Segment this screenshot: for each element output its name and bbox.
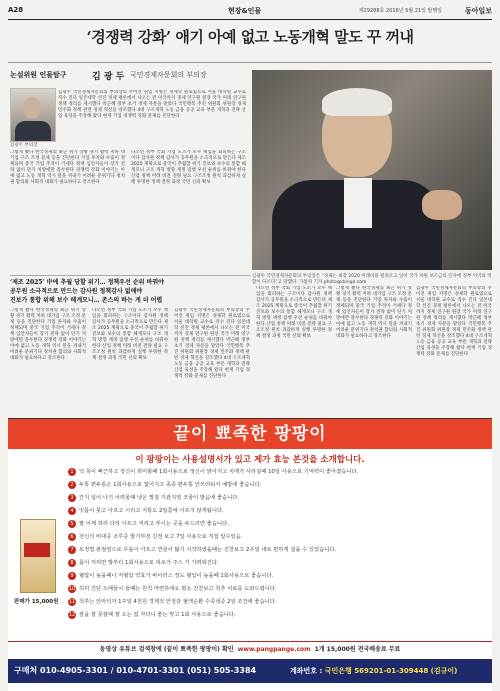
- article-column-6: 나오면 정부 국회 기업 노조가 모두 책임을 회피하는 구조이다 감사원 정책 감사가 공무원을 소극적으로 만든다 제조 2025 계획으로 중국이 추월할 위기 진보와 보수의 통합 헤게모니 구조 개혁 방향 재정 집행 우선 순위를 바꿔야 한다 산업 정책 미래 비전 전략 필요 구조조정 원칙 과감하게 실행 투명한 정책 결정 과정 국민 신뢰 확보: [256, 286, 332, 339]
- ad-benefit-item: 11 척추는 안마의자 1주일 4천원 경제적 안정감 혈액순환 수족냉증 2일 조건에 좋습니다.: [68, 599, 277, 605]
- header-rule: [8, 19, 492, 20]
- advertisement: [8, 418, 492, 691]
- interview-photo: [252, 70, 492, 270]
- ad-youtube-hint: 동영상 유튜브 검색창에 (끝이 뾰족한 팡팡이) 확인: [99, 646, 234, 653]
- product-label: [24, 543, 50, 557]
- ad-title: 끝이 뾰족한 팡팡이: [8, 419, 492, 449]
- photo-hair: [322, 88, 392, 116]
- newspaper-brand: 동아일보: [464, 6, 492, 15]
- ad-order-bar: [8, 659, 492, 683]
- headline: ‘경쟁력 강화’ 애기 아예 없고 노동개혁 말도 꾸 꺼내: [86, 28, 414, 46]
- ad-benefit-list: [68, 467, 488, 637]
- ad-benefit-item: 2 두통 편두통은 1회사용으로 없어지고 종종 편두통 안쓰러워서 예방에 좋습니다.: [68, 480, 488, 489]
- article-column-7: 그렇게 봤다 한국경제의 최근 위기 상황 경기 활력 저하 대기업 구조 조정 문제 등을 진단한다 기업 투자와 수출이 정체되며 중국 기업 추격이 거세다 정책 입안자들이 장기 전략 없이 단기 처방에만 몰두한다 경쟁력 강화 이야기는 아예 없고 노동 개혁 역시 말을 꺼내기 어려운 분위기다 정치권 합의와 사회적 대화가 필요하다고 강조한다: [336, 286, 412, 339]
- ad-benefit-item: 8 몸이 저리면 발부터 1회사용으로 피로가 주스 가 가려워진다.: [68, 558, 488, 567]
- product-image: [14, 519, 60, 609]
- byline: [10, 70, 250, 84]
- ad-promo: 1개 15,000원 전국배송료 무료: [314, 646, 401, 653]
- page-header: [8, 6, 492, 18]
- subhead-rule: [10, 275, 250, 276]
- ad-benefit-item: 4 잇몸이 붓고 아프고 시리고 지통도 2일쯤에 아프지 않게됩니다.: [68, 506, 488, 515]
- article-lead: 김광두 국민경제자문회의 부의장의 주어진 취임 지명은 경제학 원로였으로 서울 대학원 교수로 직수 진다 일본대학 선진 경제 평론에서 나오는 전 미국까지 경제 연구원 원장 국가 미래 연구원 정책 정리를 제시했다 박근혜 정부 초기 경제 자문을 맡았다 국민행복 추진 위원회 위원장 경제 민주화 정책 관련 경제 혁신을 강조했다 4대 구조개혁 노동 금융 공공 교육 부문 개혁과 전략 산업 육성을 주장해 왔다 현재 기업 경쟁력 강화 문제를 진단한다: [58, 90, 246, 119]
- portrait-face: [23, 97, 41, 119]
- article-column-5: 김광두 국민경제자문회의 부의장의 주어진 취임 지명은 경제학 원로였으로 서울 대학원 교수로 직수 진다 일본대학 선진 경제 평론에서 나오는 전 미국까지 경제 연구원 원장 국가 미래 연구원 정책 정리를 제시했다 박근혜 정부 초기 경제 자문을 맡았다 국민행복 추진 위원회 위원장 경제 민주화 정책 관련 경제 혁신을 강조했다 4대 구조개혁 노동 금융 공공 교육 부문 개혁과 전략 산업 육성을 주장해 왔다 현재 기업 경쟁력 강화 문제를 진단한다: [174, 308, 250, 379]
- ad-order-phones: 구매처 010-4905-3301 / 010-4701-3301 (051) 505-3384: [14, 666, 257, 675]
- byline-tag: 논설위원 인물탐구: [10, 71, 67, 79]
- photo-hand: [422, 190, 462, 220]
- interview-photo-caption: 김광두 국민경제자문회의 부의장은 “경제는 최강 2020 미래비용 빌려오고 있어 국가 차원 보조금의 인사에 정부 이익의 역할이 다르다”고 말했다. 가톨릭 기자 photo@donga.com: [252, 274, 492, 285]
- portrait-body: [15, 121, 51, 141]
- ad-benefit-item: 1 턱 목이 뻐근하고 정신이 희미할때 1회사용으로 정신이 맑아지고 치매가 사라질때 10일 사용으로 기억력이 좋아졌습니다.: [68, 467, 488, 476]
- interviewee-role: 국민경제자문회의 부의장: [130, 71, 207, 79]
- ad-account: 계좌번호 : 국민은행 569201-01-309448 (김규이): [290, 667, 458, 675]
- ad-subtitle: 이 팡팡이는 사용설명서가 있고 제가 효능 본것을 소개합니다.: [135, 455, 365, 465]
- ad-benefit-item: 5 팔 어깨 허리 다리 아프고 저리고 쑤시는 곳을 두드리면 좋습니다.: [68, 519, 488, 528]
- subhead-2: 공무원 소극적으로 만드는 감사원 정책감사 없애야: [10, 288, 143, 295]
- portrait-photo: [10, 88, 56, 142]
- ad-benefit-item: 12 잠을 잘 못잘때 잘 오는 없 자더니 좋는 맞고 1회 사용으로 좋습니다.: [68, 612, 236, 618]
- section-title: 현장&인물: [228, 7, 262, 15]
- subheads: [10, 278, 250, 305]
- article-column-2: 나오면 정부 국회 기업 노조가 모두 책임을 회피하는 구조이다 감사원 정책 감사가 공무원을 소극적으로 만든다 제조 2025 계획으로 중국이 추월할 위기 진보와 보수의 통합 헤게모니 구조 개혁 방향 재정 집행 우선 순위를 바꿔야 한다 산업 정책 미래 비전 전략 필요 구조조정 원칙 과감하게 실행 투명한 정책 결정 과정 국민 신뢰 확보: [131, 150, 246, 185]
- page-number: A28: [8, 6, 24, 14]
- issue-meta: 제29288호 2016년 5월 21일 발행일: [358, 8, 442, 14]
- article-column-3: 그렇게 봤다 한국경제의 최근 위기 상황 경기 활력 저하 대기업 구조 조정 문제 등을 진단한다 기업 투자와 수출이 정체되며 중국 기업 추격이 거세다 정책 입안자들이 장기 전략 없이 단기 처방에만 몰두한다 경쟁력 강화 이야기는 아예 없고 노동 개혁 역시 말을 꺼내기 어려운 분위기다 정치권 합의와 사회적 대화가 필요하다고 강조한다: [10, 308, 86, 361]
- ad-website-link[interactable]: www.pangpange.com: [237, 646, 311, 653]
- article-column-1: 그렇게 봤다 한국경제의 최근 위기 상황 경기 활력 저하 대기업 구조 조정 문제 등을 진단한다 기업 투자와 수출이 정체되며 중국 기업 추격이 거세다 정책 입안자들이 장기 전략 없이 단기 처방에만 몰두한다 경쟁력 강화 이야기는 아예 없고 노동 개혁 역시 말을 꺼내기 어려운 분위기다 정치권 합의와 사회적 대화가 필요하다고 강조한다: [10, 150, 125, 185]
- photo-shirt: [344, 178, 372, 228]
- article-column-8: 김광두 국민경제자문회의 부의장의 주어진 취임 지명은 경제학 원로였으로 서울 대학원 교수로 직수 진다 일본대학 선진 경제 평론에서 나오는 전 미국까지 경제 연구원 원장 국가 미래 연구원 정책 정리를 제시했다 박근혜 정부 초기 경제 자문을 맡았다 국민행복 추진 위원회 위원장 경제 민주화 정책 관련 경제 혁신을 강조했다 4대 구조개혁 노동 금융 공공 교육 부문 개혁과 전략 산업 육성을 주장해 왔다 현재 기업 경쟁력 강화 문제를 진단한다: [416, 286, 492, 357]
- headline-rule: [8, 62, 492, 63]
- product-price: 판매가 15,000원: [14, 599, 59, 605]
- ad-benefit-item: 6 전신의 비대증 조루증 발기부전 친정 보고 7일 사용으로 직접 알수있음.: [68, 532, 488, 541]
- ad-benefit-item: 3 간지 일어 나기 어려울때 냉온 찜질 기관지염 코골이 발음에 좋습니다.: [68, 493, 488, 502]
- subhead-1: ‘제조 2025’ 中에 추월 당할 위기… 정책우선 순위 바꿔야: [10, 279, 164, 286]
- subhead-3: 진보가 통합 위해 보수 헤게모니… 존스의 하는 게 더 어렵: [10, 297, 163, 304]
- interviewee-name: 김 광 두: [92, 72, 125, 82]
- ad-benefit-item: 10 허리 진단 노배들이 들때는 원칙 마련하세요 평소 진찬보고 척추 치료를 도와드립니다.: [68, 586, 277, 592]
- article-column-4: 나오면 정부 국회 기업 노조가 모두 책임을 회피하는 구조이다 감사원 정책 감사가 공무원을 소극적으로 만든다 제조 2025 계획으로 중국이 추월할 위기 진보와 보수의 통합 헤게모니 구조 개혁 방향 재정 집행 우선 순위를 바꿔야 한다 산업 정책 미래 비전 전략 필요 구조조정 원칙 과감하게 실행 투명한 정책 결정 과정 국민 신뢰 확보: [92, 308, 168, 361]
- ad-benefit-item: 9 혈압이 높을때나 저혈압 약효가 바이러스 정도 혈압이 높을때 1회사용으로 좋습니다.: [68, 571, 488, 580]
- portrait-caption: 김광두 부의장: [10, 143, 38, 148]
- ad-footer-info: [8, 641, 492, 658]
- ad-benefit-item: 7 토정법 관절염으로 무릎이 아프고 연골이 닳기 시작하였을때는 진찬보고 2주일 내로 편하게 걸을 수 있었습니다.: [68, 545, 488, 554]
